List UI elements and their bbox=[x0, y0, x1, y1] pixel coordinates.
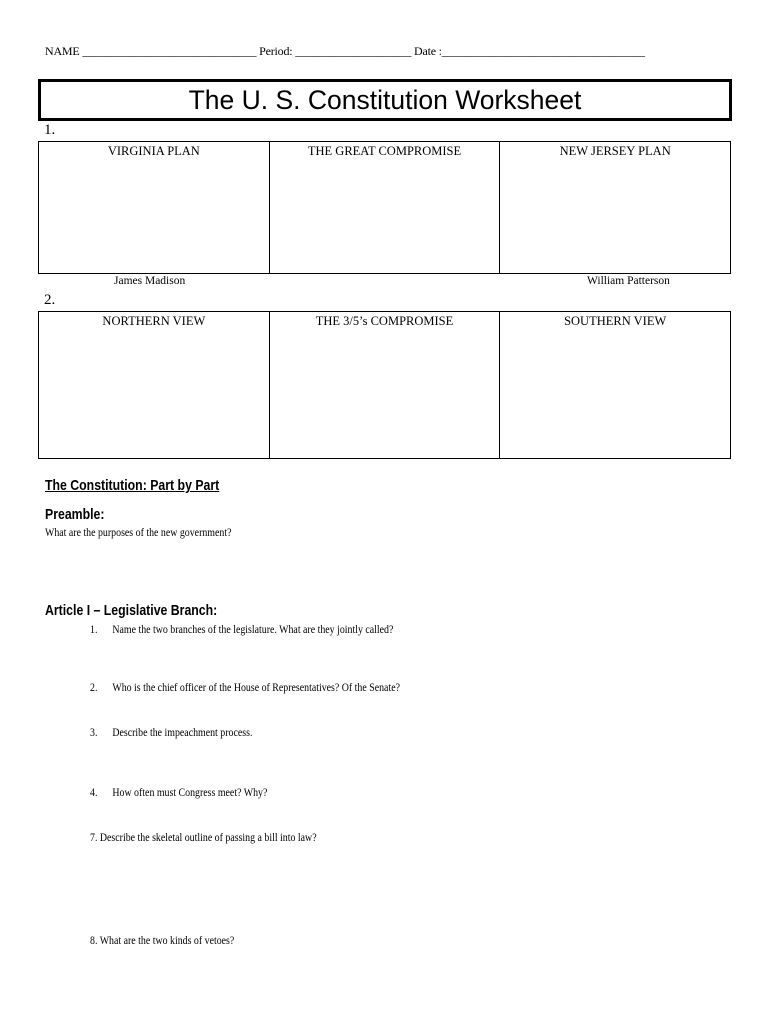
list-item bbox=[90, 682, 400, 694]
section-2-number: 2. bbox=[44, 292, 56, 308]
title-box bbox=[38, 79, 732, 121]
question-text: Describe the impeachment process. bbox=[112, 727, 253, 739]
question-number: 2. bbox=[90, 682, 98, 694]
section-1-number: 1. bbox=[44, 122, 56, 138]
question-text: Who is the chief officer of the House of Representatives? Of the Senate? bbox=[112, 682, 400, 694]
preamble-question: What are the purposes of the new government? bbox=[45, 527, 232, 539]
list-item bbox=[90, 787, 267, 799]
great-compromise-cell: THE GREAT COMPROMISE bbox=[270, 142, 501, 273]
question-7: 7. Describe the skeletal outline of passing a bill into law? bbox=[90, 832, 317, 844]
question-number: 3. bbox=[90, 727, 98, 739]
page-title: The U. S. Constitution Worksheet bbox=[188, 85, 582, 115]
question-text: Name the two branches of the legislature. What are they jointly called? bbox=[112, 624, 394, 636]
question-number: 4. bbox=[90, 787, 98, 799]
views-table bbox=[38, 311, 731, 459]
virginia-plan-author: James Madison bbox=[114, 275, 186, 287]
new-jersey-plan-author: William Patterson bbox=[587, 275, 670, 287]
header-fields-line: NAME ______________________________ Period: ____________________ Date :___________________________________ bbox=[45, 44, 645, 58]
list-item bbox=[90, 727, 252, 739]
question-text: How often must Congress meet? Why? bbox=[112, 787, 268, 799]
three-fifths-compromise-cell: THE 3/5’s COMPROMISE bbox=[270, 312, 501, 458]
part-by-part-heading: The Constitution: Part by Part bbox=[45, 477, 220, 494]
new-jersey-plan-cell: NEW JERSEY PLAN bbox=[559, 144, 671, 158]
article-1-heading: Article I – Legislative Branch: bbox=[45, 602, 218, 619]
question-number: 1. bbox=[90, 624, 98, 636]
list-item bbox=[90, 624, 393, 636]
question-8: 8. What are the two kinds of vetoes? bbox=[90, 935, 235, 947]
southern-view-cell: SOUTHERN VIEW bbox=[564, 314, 667, 328]
preamble-heading: Preamble: bbox=[45, 506, 105, 523]
virginia-plan-cell: VIRGINIA PLAN bbox=[39, 142, 270, 273]
northern-view-cell: NORTHERN VIEW bbox=[39, 312, 270, 458]
plans-table bbox=[38, 141, 731, 274]
